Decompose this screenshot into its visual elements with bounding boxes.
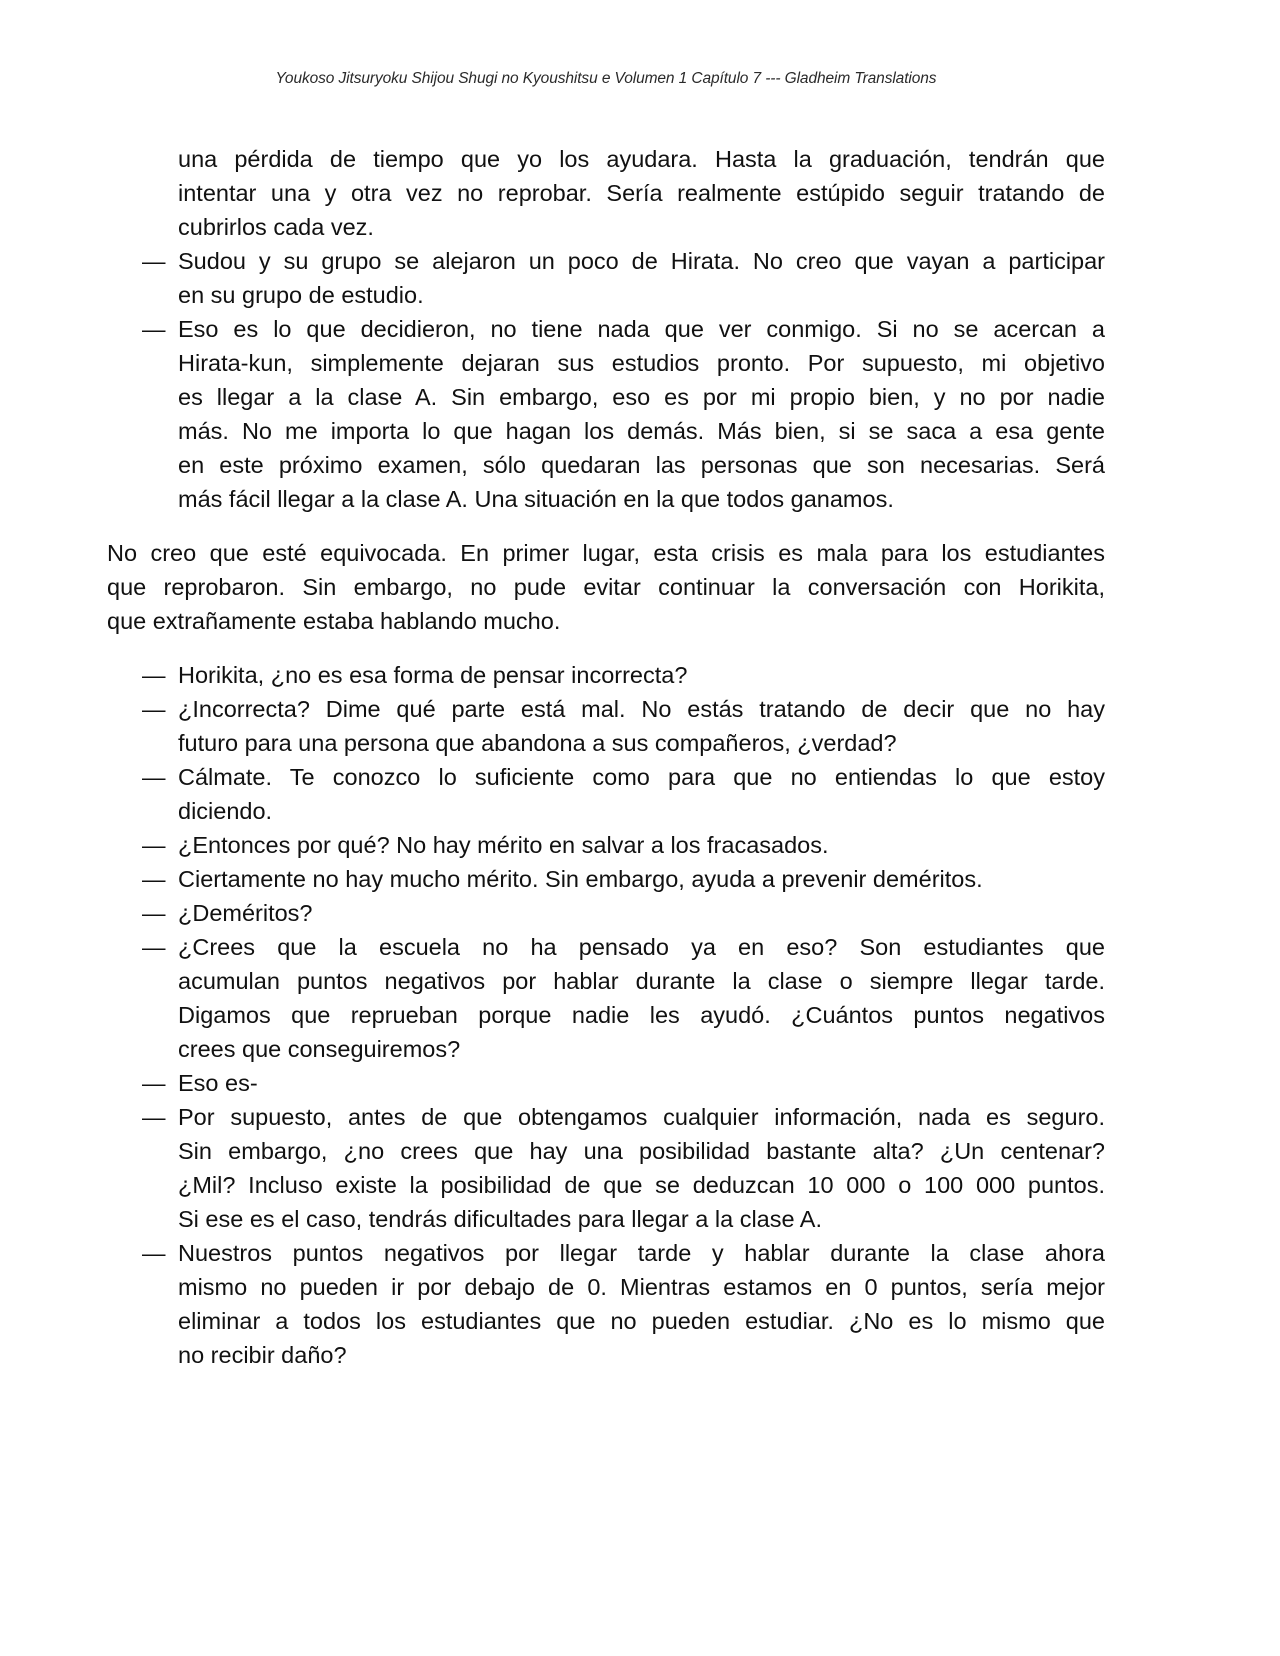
text-line: ¿Crees que la escuela no ha pensado ya en eso? Son estudiantes que <box>178 934 1105 960</box>
dialogue-dash: — <box>142 1070 166 1096</box>
text-line: en su grupo de estudio. <box>178 282 424 308</box>
dialogue-dash: — <box>142 662 166 688</box>
dialogue-dash: — <box>142 696 166 722</box>
dialogue-dash: — <box>142 934 166 960</box>
page-header: Youkoso Jitsuryoku Shijou Shugi no Kyoushitsu e Volumen 1 Capítulo 7 --- Gladheim Translations <box>275 70 937 87</box>
text-line: que reprobaron. Sin embargo, no pude evitar continuar la conversación con Horikita, <box>107 574 1105 600</box>
text-line: ¿Entonces por qué? No hay mérito en salvar a los fracasados. <box>178 832 829 858</box>
text-line: más. No me importa lo que hagan los demás. Más bien, si se saca a esa gente <box>178 418 1105 444</box>
text-line: Eso es lo que decidieron, no tiene nada que ver conmigo. Si no se acercan a <box>178 316 1105 342</box>
text-line: más fácil llegar a la clase A. Una situación en la que todos ganamos. <box>178 486 894 512</box>
text-line: Horikita, ¿no es esa forma de pensar incorrecta? <box>178 662 688 688</box>
text-line: Ciertamente no hay mucho mérito. Sin embargo, ayuda a prevenir deméritos. <box>178 866 983 892</box>
text-line: Cálmate. Te conozco lo suficiente como para que no entiendas lo que estoy <box>178 764 1105 790</box>
text-line: Si ese es el caso, tendrás dificultades para llegar a la clase A. <box>178 1206 823 1232</box>
dialogue-dash: — <box>142 1240 166 1266</box>
text-line: Por supuesto, antes de que obtengamos cualquier información, nada es seguro. <box>178 1104 1105 1130</box>
text-line: Sin embargo, ¿no crees que hay una posibilidad bastante alta? ¿Un centenar? <box>178 1138 1105 1164</box>
text-line: ¿Mil? Incluso existe la posibilidad de que se deduzcan 10 000 o 100 000 puntos. <box>178 1172 1105 1198</box>
text-line: No creo que esté equivocada. En primer lugar, esta crisis es mala para los estudiantes <box>107 540 1105 566</box>
dialogue-dash: — <box>142 866 166 892</box>
text-line: diciendo. <box>178 798 273 824</box>
text-line: eliminar a todos los estudiantes que no pueden estudiar. ¿No es lo mismo que <box>178 1308 1105 1334</box>
dialogue-dash: — <box>142 832 166 858</box>
text-line: una pérdida de tiempo que yo los ayudara. Hasta la graduación, tendrán que <box>178 146 1105 172</box>
text-line: Eso es- <box>178 1070 258 1096</box>
text-line: mismo no pueden ir por debajo de 0. Mientras estamos en 0 puntos, sería mejor <box>178 1274 1105 1300</box>
text-line: no recibir daño? <box>178 1342 347 1368</box>
dialogue-dash: — <box>142 764 166 790</box>
text-line: cubrirlos cada vez. <box>178 214 374 240</box>
text-line: acumulan puntos negativos por hablar durante la clase o siempre llegar tarde. <box>178 968 1105 994</box>
text-line: que extrañamente estaba hablando mucho. <box>107 608 561 634</box>
text-line: en este próximo examen, sólo quedaran las personas que son necesarias. Será <box>178 452 1105 478</box>
dialogue-dash: — <box>142 316 166 342</box>
dialogue-dash: — <box>142 900 166 926</box>
text-line: Digamos que reprueban porque nadie les ayudó. ¿Cuántos puntos negativos <box>178 1002 1105 1028</box>
dialogue-dash: — <box>142 1104 166 1130</box>
text-line: ¿Deméritos? <box>178 900 313 926</box>
text-line: Sudou y su grupo se alejaron un poco de Hirata. No creo que vayan a participar <box>178 248 1105 274</box>
text-line: futuro para una persona que abandona a sus compañeros, ¿verdad? <box>178 730 897 756</box>
text-line: ¿Incorrecta? Dime qué parte está mal. No estás tratando de decir que no hay <box>178 696 1105 722</box>
text-line: intentar una y otra vez no reprobar. Sería realmente estúpido seguir tratando de <box>178 180 1105 206</box>
text-line: crees que conseguiremos? <box>178 1036 461 1062</box>
text-line: es llegar a la clase A. Sin embargo, eso es por mi propio bien, y no por nadie <box>178 384 1105 410</box>
text-line: Hirata-kun, simplemente dejaran sus estudios pronto. Por supuesto, mi objetivo <box>178 350 1105 376</box>
dialogue-dash: — <box>142 248 166 274</box>
text-line: Nuestros puntos negativos por llegar tarde y hablar durante la clase ahora <box>178 1240 1105 1266</box>
